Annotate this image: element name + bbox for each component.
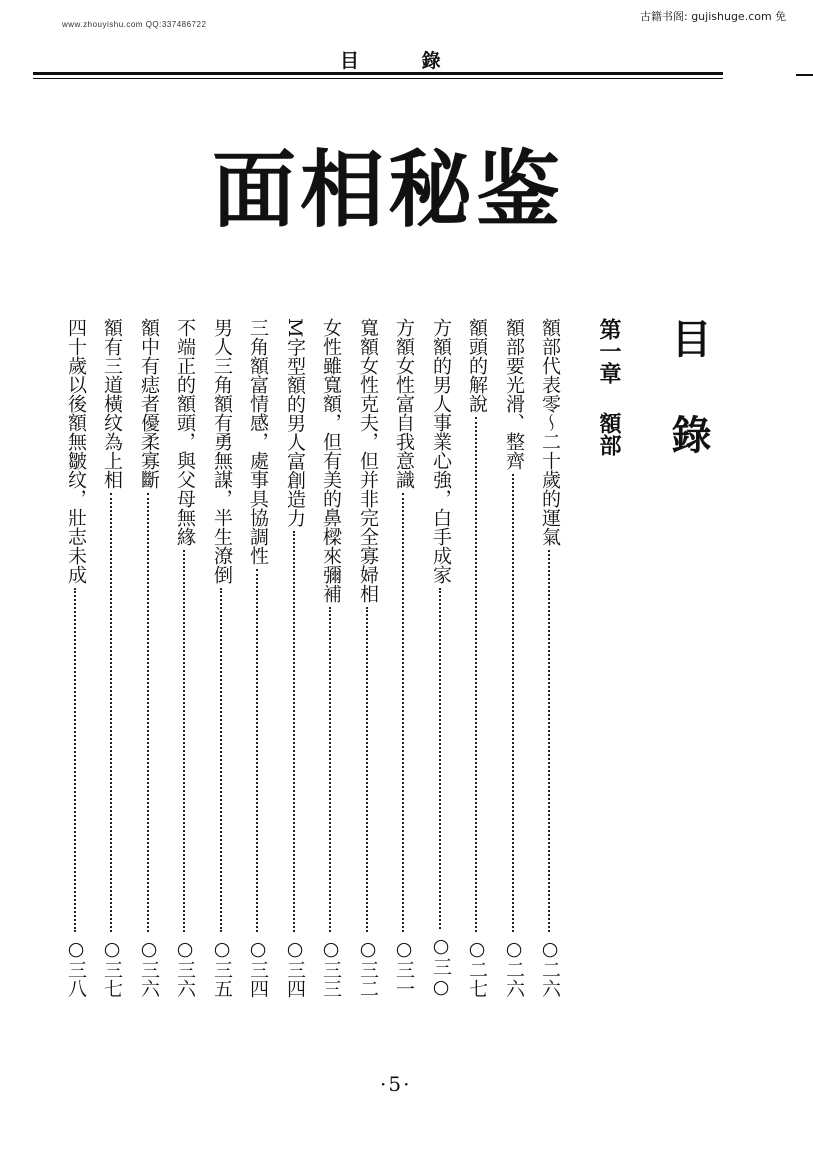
toc-entry-page: ○二六: [503, 938, 525, 998]
toc-entry[interactable]: [463, 318, 491, 998]
leader-dots: [475, 417, 477, 932]
leader-dots: [147, 493, 149, 932]
toc-entry-title: 額有三道橫纹為上相: [101, 318, 123, 489]
toc-entry-page: ○三七: [101, 938, 123, 998]
toc-entry[interactable]: [62, 318, 90, 998]
toc-entry-title: 女性雖寬額，但有美的鼻樑來彌補: [320, 318, 342, 603]
toc-heading: 目錄: [665, 318, 712, 510]
leader-dots: [74, 588, 76, 932]
book-title: 面相秘鉴: [212, 140, 565, 239]
toc-entry[interactable]: [244, 318, 272, 998]
toc-entry-page: ○三三: [320, 938, 342, 998]
toc-entry[interactable]: [536, 318, 564, 998]
toc-entry[interactable]: [135, 318, 163, 998]
toc-entry-title: 不端正的額頭，與父母無緣: [174, 318, 196, 546]
leader-dots: [110, 493, 112, 932]
toc-entry[interactable]: [171, 318, 199, 998]
leader-dots: [548, 550, 550, 932]
leader-dots: [512, 474, 514, 932]
header-watermark-text: 古籍书阁: gujishuge.com 免: [640, 10, 787, 23]
toc-entry[interactable]: [390, 318, 418, 998]
toc-entry[interactable]: [427, 318, 455, 998]
toc-entry-title: 四十歲以後額無皺纹，壯志未成: [65, 318, 87, 584]
toc-entry-title: 額部要光滑、整齊: [503, 318, 525, 470]
toc-entry-page: ○三五: [211, 938, 233, 998]
chapter-heading: [594, 318, 624, 456]
header-rule-thick: [33, 72, 723, 75]
chapter-number: 第一章: [596, 318, 622, 384]
toc-entry[interactable]: [281, 318, 309, 998]
toc-entry[interactable]: [500, 318, 528, 998]
toc-entry-page: ○二七: [466, 938, 488, 998]
leader-dots: [220, 588, 222, 932]
toc-entry-page: ○三八: [65, 938, 87, 998]
toc-entry-title: 額部代表零～二十歲的運氣: [539, 318, 561, 546]
toc-entry-page: ○三一: [393, 938, 415, 998]
toc-entry-page: ○三四: [284, 938, 306, 998]
toc-entry-title: 額中有痣者優柔寡斷: [138, 318, 160, 489]
toc-entry-page: ○三六: [174, 938, 196, 998]
leader-dots: [439, 588, 441, 929]
header-rule-edge: [796, 74, 813, 76]
toc-entry-title: 寬額女性克夫，但并非完全寡婦相: [357, 318, 379, 603]
page-number: ·5·: [380, 1072, 412, 1096]
header-source-text: www.zhouyishu.com QQ:337486722: [62, 20, 207, 29]
running-head: 目 錄: [340, 50, 469, 72]
leader-dots: [402, 493, 404, 932]
leader-dots: [366, 607, 368, 932]
toc-entry[interactable]: [317, 318, 345, 998]
toc-entry-title: 方額女性富自我意識: [393, 318, 415, 489]
toc-entry-page: ○二六: [539, 938, 561, 998]
leader-dots: [293, 531, 295, 932]
toc-entry-title: 方額的男人事業心強，白手成家: [430, 318, 452, 584]
toc-entry-title: M字型額的男人富創造力: [284, 318, 306, 528]
toc-entry-page: ○三四: [247, 938, 269, 998]
toc-entry[interactable]: [98, 318, 126, 998]
leader-dots: [183, 550, 185, 932]
leader-dots: [329, 607, 331, 932]
chapter-name: 額部: [596, 412, 622, 456]
toc-entry-page: ○三六: [138, 938, 160, 998]
toc-entry-title: 男人三角額有勇無謀，半生潦倒: [211, 318, 233, 584]
toc-entry-title: 額頭的解說: [466, 318, 488, 413]
header-rule-thin: [33, 78, 723, 79]
toc-entry-title: 三角額富情感，處事具協調性: [247, 318, 269, 565]
toc-entry[interactable]: [354, 318, 382, 998]
leader-dots: [256, 569, 258, 932]
toc-entry[interactable]: [208, 318, 236, 998]
toc-entry-page: ○三二: [357, 938, 379, 998]
toc-entry-page: ○三○: [430, 935, 452, 998]
